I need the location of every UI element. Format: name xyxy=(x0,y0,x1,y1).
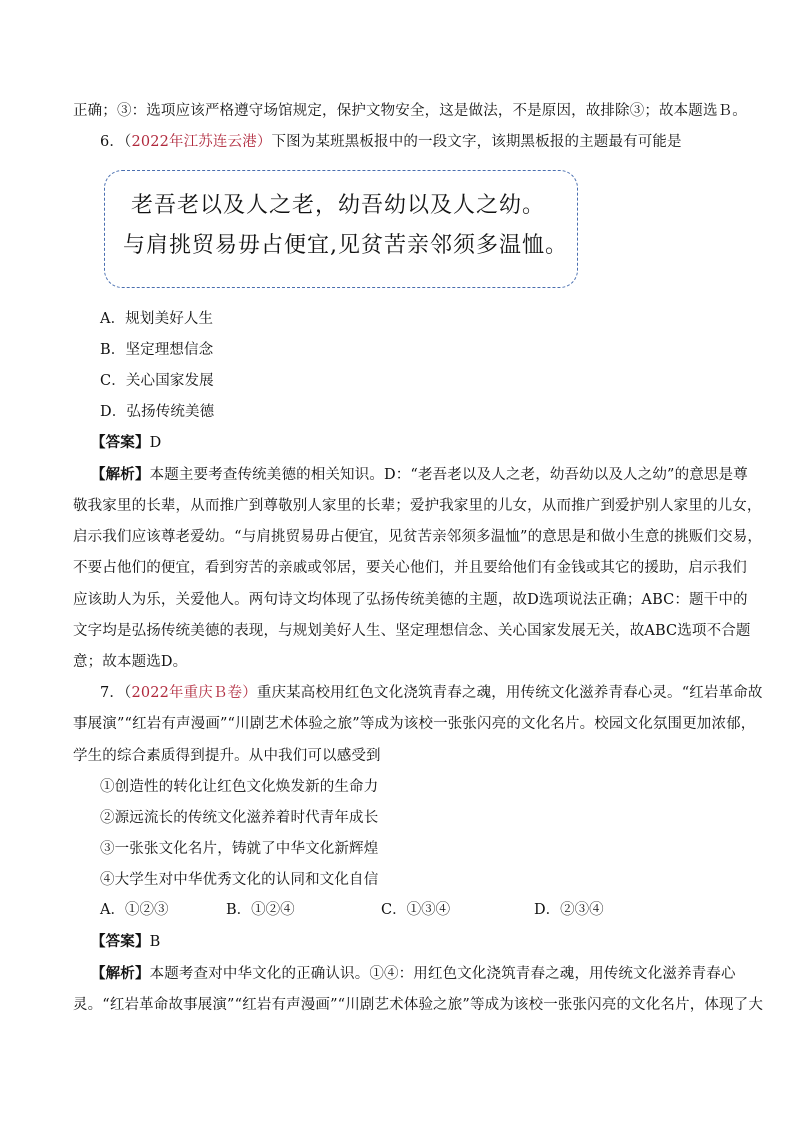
q7-answer-line xyxy=(91,932,741,952)
q6-option-c: C．关心国家发展 xyxy=(100,373,214,389)
q6-analysis-line-3: 启示我们应该尊老爱幼。“与肩挑贸易毋占便宜，见贫苦亲邻须多温恤”的意思是和做小生意的挑贩们交易， xyxy=(73,529,763,545)
q7-choices xyxy=(100,900,700,922)
poem-line-2: 与肩挑贸易毋占便宜,见贫苦亲邻须多温恤。 xyxy=(123,233,568,258)
q7-answer-tag: 【答案】 xyxy=(91,933,150,950)
q6-option-d: D．弘扬传统美德 xyxy=(100,404,215,420)
q7-statement-4: ④大学生对中华优秀文化的认同和文化自信 xyxy=(100,872,379,888)
q6-stem-line xyxy=(100,132,750,152)
q7-choice-d: D．②③④ xyxy=(534,902,604,918)
q6-analysis-line-4: 不要占他们的便宜，看到穷苦的亲戚或邻居，要关心他们，并且要给他们有金钱或其它的援助，启示我们 xyxy=(73,560,747,576)
q6-analysis-line-1 xyxy=(91,465,748,485)
q6-answer: D xyxy=(149,435,162,451)
q7-answer: B xyxy=(149,934,161,950)
q7-analysis-line-2: 灵。“红岩革命故事展演”“红岩有声漫画”“川剧艺术体验之旅”等成为该校一张张闪亮的文化名片，体现了大 xyxy=(73,997,763,1013)
blackboard-quote-box xyxy=(104,170,578,288)
q6-source: 2022年江苏连云港 xyxy=(131,134,257,150)
q7-number: 7．（ xyxy=(100,685,132,701)
q7-choice-b: B．①②④ xyxy=(226,902,295,918)
q6-option-b: B．坚定理想信念 xyxy=(100,342,214,358)
intro-line: 正确；③：选项应该严格遵守场馆规定，保护文物安全，这是做法，不是原因，故排除③；故本题选Ｂ。 xyxy=(73,103,747,119)
q6-stem: 下图为某班黑板报中的一段文字，该期黑板报的主题最有可能是 xyxy=(271,134,682,150)
q7-statement-2: ②源远流长的传统文化滋养着时代青年成长 xyxy=(100,810,379,826)
q7-source: 2022年重庆Ｂ卷 xyxy=(131,685,243,701)
q7-stem-line-3: 学生的综合素质得到提升。从中我们可以感受到 xyxy=(73,748,381,764)
poem-line-1: 老吾老以及人之老，幼吾幼以及人之幼。 xyxy=(131,193,546,218)
q7-statement-1: ①创造性的转化让红色文化焕发新的生命力 xyxy=(100,779,379,795)
q6-analysis-line-5: 应该助人为乐，关爱他人。两句诗文均体现了弘扬传统美德的主题，故D选项说法正确；ABC：题干中的 xyxy=(73,592,748,608)
q6-analysis-tag: 【解析】 xyxy=(91,466,150,483)
q6-source-close: ） xyxy=(256,134,272,150)
q7-stem-line-2: 事展演”“红岩有声漫画”“川剧艺术体验之旅”等成为该校一张张闪亮的文化名片。校园文化氛围更加浓郁， xyxy=(73,716,756,732)
q7-stem-text-1: 重庆某高校用红色文化浇筑青春之魂，用传统文化滋养青春心灵。“红岩革命故 xyxy=(256,685,763,701)
q7-analysis-text-1: 本题考查对中华文化的正确认识。①④：用红色文化浇筑青春之魂，用传统文化滋养青春心 xyxy=(149,966,736,982)
q7-source-close: ） xyxy=(242,685,257,701)
q6-answer-line xyxy=(91,433,741,453)
q6-analysis-line-6: 文字均是弘扬传统美德的表现，与规划美好人生、坚定理想信念、关心国家发展无关，故ABC选项不合题 xyxy=(73,623,751,639)
q6-number: 6．（ xyxy=(100,134,132,150)
q7-stem-line-1 xyxy=(100,683,763,703)
q7-analysis-line-1 xyxy=(91,964,741,984)
q7-choice-c: C．①③④ xyxy=(381,902,451,918)
q6-answer-tag: 【答案】 xyxy=(91,434,150,451)
q7-analysis-tag: 【解析】 xyxy=(91,965,150,982)
q6-analysis-line-2: 敬我家里的长辈，从而推广到尊敬别人家里的长辈；爱护我家里的儿女，从而推广到爱护别人家里的儿女， xyxy=(73,498,762,514)
q6-option-a: A．规划美好人生 xyxy=(100,311,214,327)
q6-analysis-line-7: 意；故本题选D。 xyxy=(73,654,188,670)
q7-statement-3: ③一张张文化名片，铸就了中华文化新辉煌 xyxy=(100,841,379,857)
q7-choice-a: A．①②③ xyxy=(100,902,169,918)
q6-analysis-text-1: 本题主要考查传统美德的相关知识。D：“老吾老以及人之老，幼吾幼以及人之幼”的意思是尊 xyxy=(149,467,748,483)
